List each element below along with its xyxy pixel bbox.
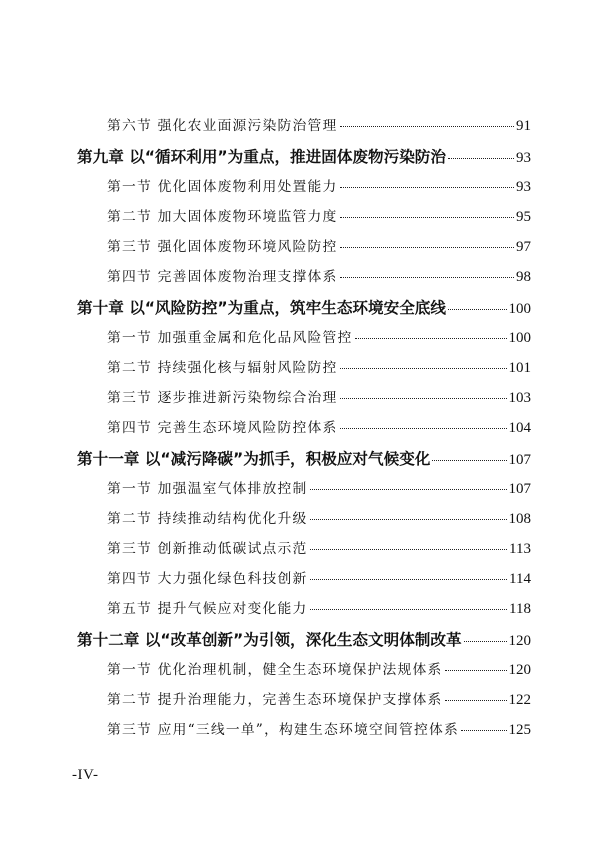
dot-leader: [310, 578, 508, 580]
toc-page-number: 108: [508, 511, 531, 527]
toc-page-number: 100: [508, 330, 531, 346]
toc-entry-title: 第九章 以“循环利用”为重点，推进固体废物污染防治: [77, 148, 446, 166]
toc-entry-title: 第一节 加强重金属和危化品风险管控: [107, 330, 353, 346]
toc-entry-title: 第四节 大力强化绿色科技创新: [107, 571, 308, 587]
toc-page-number: 107: [508, 452, 531, 468]
dot-leader: [340, 427, 507, 429]
toc-page-number: 104: [508, 420, 531, 436]
toc-page-number: 101: [508, 360, 531, 376]
toc-section-entry[interactable]: [107, 658, 531, 682]
dot-leader: [448, 308, 507, 310]
toc-section-entry[interactable]: [107, 326, 531, 350]
toc-section-entry[interactable]: [107, 416, 531, 440]
toc-entry-title: 第一节 优化治理机制，健全生态环境保护法规体系: [107, 662, 443, 678]
toc-section-entry[interactable]: [107, 265, 531, 289]
dot-leader: [461, 729, 506, 731]
toc-entry-title: 第二节 持续强化核与辐射风险防控: [107, 360, 338, 376]
toc-page-number: 125: [508, 722, 531, 738]
toc-entry-title: 第三节 强化固体废物环境风险防控: [107, 239, 338, 255]
dot-leader: [310, 608, 508, 610]
toc-section-entry[interactable]: [107, 175, 531, 199]
dot-leader: [340, 397, 507, 399]
toc-chapter-entry[interactable]: [77, 296, 531, 320]
toc-entry-title: 第十章 以“风险防控”为重点，筑牢生态环境安全底线: [77, 299, 446, 317]
toc-page-number: 113: [509, 541, 531, 557]
toc-page-number: 98: [516, 269, 531, 285]
toc-section-entry[interactable]: [107, 567, 531, 591]
dot-leader: [448, 157, 514, 159]
toc-entry-title: 第六节 强化农业面源污染防治管理: [107, 118, 338, 134]
dot-leader: [310, 548, 508, 550]
toc-section-entry[interactable]: [107, 688, 531, 712]
toc-section-entry[interactable]: [107, 507, 531, 531]
toc-entry-title: 第四节 完善生态环境风险防控体系: [107, 420, 338, 436]
toc-section-entry[interactable]: [107, 114, 531, 138]
dot-leader: [355, 337, 507, 339]
toc-section-entry[interactable]: [107, 386, 531, 410]
page-footer-number: -IV-: [72, 767, 99, 783]
dot-leader: [340, 276, 514, 278]
dot-leader: [340, 216, 514, 218]
toc-page-number: 120: [508, 633, 531, 649]
toc-chapter-entry[interactable]: [77, 447, 531, 471]
dot-leader: [310, 488, 507, 490]
toc-section-entry[interactable]: [107, 205, 531, 229]
toc-page-number: 122: [508, 692, 531, 708]
toc-entry-title: 第十一章 以“减污降碳”为抓手，积极应对气候变化: [77, 450, 431, 468]
toc-section-entry[interactable]: [107, 537, 531, 561]
dot-leader: [464, 640, 507, 642]
toc-entry-title: 第二节 提升治理能力，完善生态环境保护支撑体系: [107, 692, 443, 708]
toc-entry-title: 第三节 创新推动低碳试点示范: [107, 541, 308, 557]
dot-leader: [432, 459, 506, 461]
dot-leader: [340, 186, 514, 188]
toc-page-number: 93: [516, 150, 531, 166]
toc-entry-title: 第三节 应用“三线一单”，构建生态环境空间管控体系: [107, 722, 460, 738]
dot-leader: [310, 518, 507, 520]
dot-leader: [340, 246, 514, 248]
toc-section-entry[interactable]: [107, 718, 531, 742]
toc-entry-title: 第二节 加大固体废物环境监管力度: [107, 209, 338, 225]
toc-entry-title: 第十二章 以“改革创新”为引领，深化生态文明体制改革: [77, 631, 462, 649]
dot-leader: [445, 699, 507, 701]
dot-leader: [340, 125, 514, 127]
toc-section-entry[interactable]: [107, 235, 531, 259]
toc-entry-title: 第四节 完善固体废物治理支撑体系: [107, 269, 338, 285]
toc-section-entry[interactable]: [107, 356, 531, 380]
toc-entry-title: 第二节 持续推动结构优化升级: [107, 511, 308, 527]
toc-page-number: 120: [508, 662, 531, 678]
toc-section-entry[interactable]: [107, 597, 531, 621]
toc-entry-title: 第一节 加强温室气体排放控制: [107, 481, 308, 497]
toc-page-number: 118: [509, 601, 531, 617]
toc-page-number: 91: [516, 118, 531, 134]
toc-page-number: 107: [508, 481, 531, 497]
toc-page-number: 97: [516, 239, 531, 255]
toc-page-number: 114: [509, 571, 531, 587]
toc-page-number: 103: [508, 390, 531, 406]
dot-leader: [445, 669, 507, 671]
toc-entry-title: 第三节 逐步推进新污染物综合治理: [107, 390, 338, 406]
toc-page-number: 93: [516, 179, 531, 195]
toc-chapter-entry[interactable]: [77, 628, 531, 652]
toc-page-number: 95: [516, 209, 531, 225]
toc-page-number: 100: [508, 301, 531, 317]
toc-section-entry[interactable]: [107, 477, 531, 501]
toc-entry-title: 第一节 优化固体废物利用处置能力: [107, 179, 338, 195]
toc-chapter-entry[interactable]: [77, 145, 531, 169]
toc-entry-title: 第五节 提升气候应对变化能力: [107, 601, 308, 617]
dot-leader: [340, 367, 507, 369]
